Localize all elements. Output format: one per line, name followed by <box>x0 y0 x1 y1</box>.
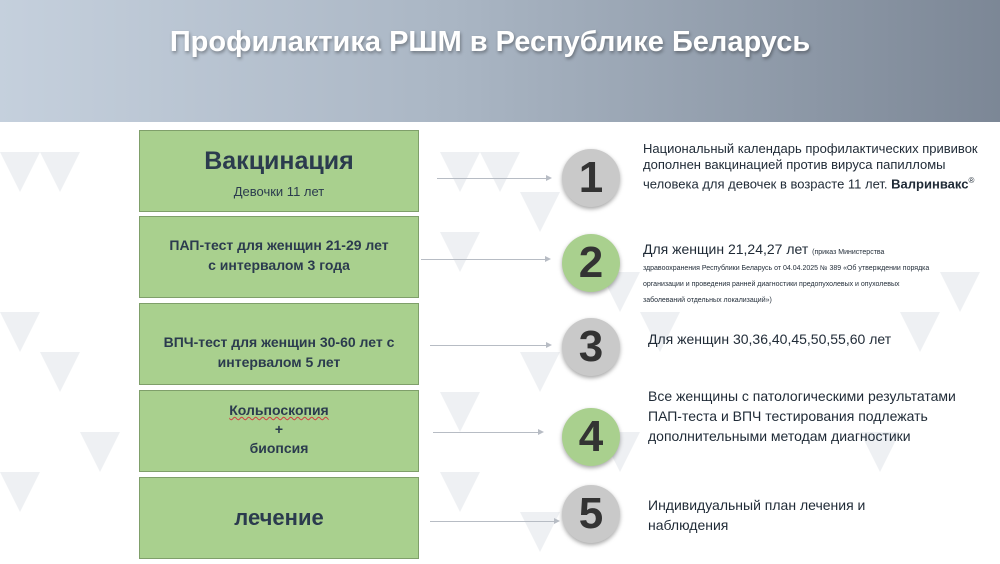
step-4-subtitle: биопсия <box>249 440 309 456</box>
step-2-subtitle: с интервалом 3 года <box>208 257 350 273</box>
step-5-connector <box>430 521 555 522</box>
step-3-number-circle <box>562 318 620 376</box>
step-4-connector <box>433 432 539 433</box>
step-2-number: 2 <box>578 238 604 287</box>
step-1-description-text: Национальный календарь профилактических прививок дополнен вакцинацией против вируса папилломы человека для девочек в возрасте 11 лет. <box>643 141 978 192</box>
step-3-description: Для женщин 30,36,40,45,50,55,60 лет <box>648 331 892 347</box>
step-5-title: лечение <box>234 505 324 530</box>
step-1-arrowhead <box>546 175 552 181</box>
step-4-description: Все женщины с патологическими результатами ПАП-теста и ВПЧ тестирования подлежать дополнительными методам диагностики <box>648 388 956 444</box>
step-4-box <box>139 390 419 472</box>
step-4-title: Кольпоскопия <box>229 402 329 418</box>
step-2-box <box>139 216 419 298</box>
step-3-title: ВПЧ-тест для женщин 30-60 лет с <box>163 334 395 350</box>
step-3-box <box>139 303 419 385</box>
step-5-number-circle <box>562 485 620 543</box>
step-2-connector <box>421 259 546 260</box>
step-4-arrowhead <box>538 429 544 435</box>
step-4-number: 4 <box>578 412 604 461</box>
step-3-connector <box>430 345 547 346</box>
step-3-subtitle: интервалом 5 лет <box>217 354 341 370</box>
step-2-description <box>643 242 943 306</box>
vaccine-brand: Валринвакс <box>891 176 969 192</box>
registered-mark: ® <box>968 176 975 185</box>
step-2-number-circle <box>562 234 620 292</box>
step-2-description-text: Для женщин 21,24,27 лет <box>643 241 809 257</box>
step-3-number: 3 <box>578 322 604 371</box>
step-1-number: 1 <box>578 153 604 202</box>
step-4-plus: + <box>274 421 284 437</box>
header-banner <box>0 0 1000 122</box>
step-1-description <box>643 141 983 192</box>
step-5-arrowhead <box>554 518 560 524</box>
step-2-arrowhead <box>545 256 551 262</box>
step-1-connector <box>437 178 547 179</box>
step-5-box <box>139 477 419 559</box>
step-1-subtitle: Девочки 11 лет <box>233 184 325 199</box>
step-5-number: 5 <box>578 489 604 538</box>
page-title: Профилактика РШМ в Республике Беларусь <box>169 26 811 58</box>
step-2-legal-note: (приказ Министерства здравоохранения Республики Беларусь от 04.04.2025 № 389 «Об утверждении порядка организации и проведения ранней диагностики предопухолевых и опухолевых заболеваний отдельных локализаций») <box>643 249 930 304</box>
step-1-box <box>139 130 419 212</box>
step-1-number-circle <box>562 149 620 207</box>
step-4-number-circle <box>562 408 620 466</box>
step-2-title: ПАП-тест для женщин 21-29 лет <box>169 237 389 253</box>
step-1-title: Вакцинация <box>204 147 354 175</box>
step-3-arrowhead <box>546 342 552 348</box>
step-5-description: Индивидуальный план лечения и наблюдения <box>648 497 866 533</box>
